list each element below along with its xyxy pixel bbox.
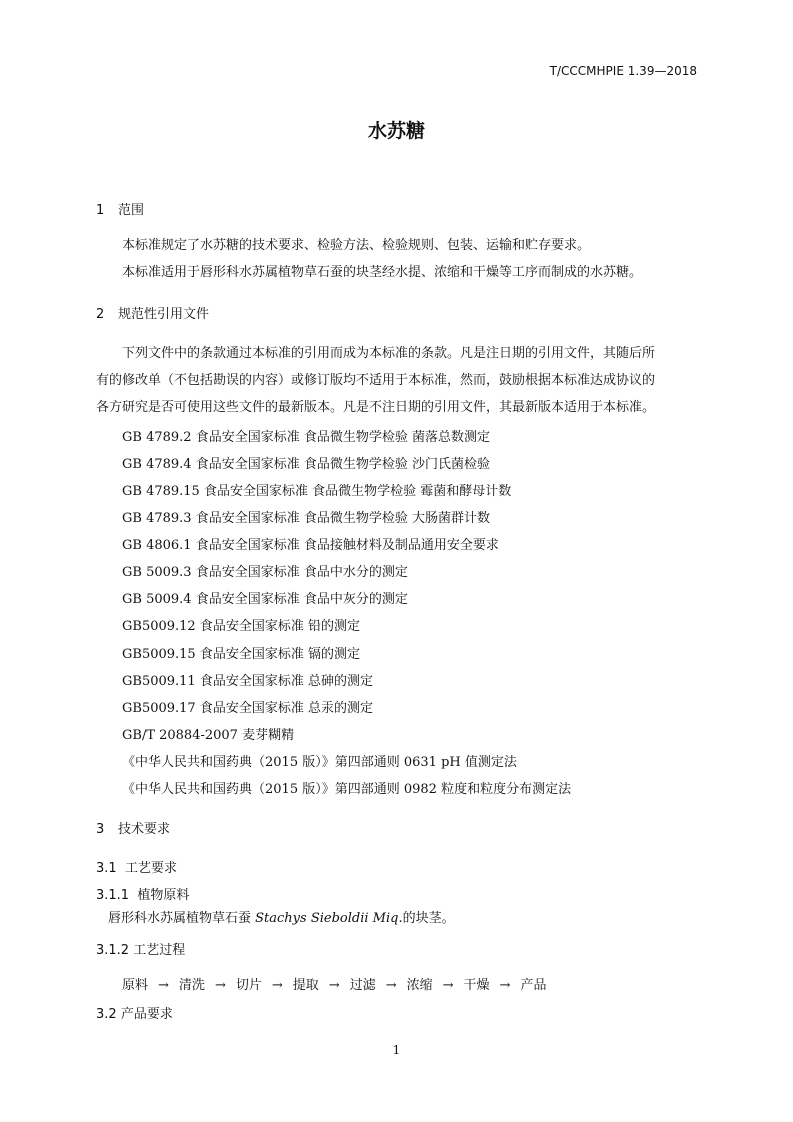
section-title: 范围 (118, 203, 145, 218)
arrow-right-icon: → (442, 978, 454, 993)
paragraph-text: 唇形科水苏属植物草石蚕 (108, 911, 256, 926)
process-flow (122, 974, 546, 993)
flow-step: 过滤 (349, 978, 376, 993)
arrow-right-icon: → (499, 978, 511, 993)
reference-item: GB 4789.2 食品安全国家标准 食品微生物学检验 菌落总数测定 (122, 430, 490, 445)
section-heading-2 (96, 303, 209, 322)
paragraph: 下列文件中的条款通过本标准的引用而成为本标准的条款。凡是注日期的引用文件，其随后所 (122, 346, 656, 361)
subsection-heading-3-1-2 (96, 939, 185, 958)
subsection-heading-3-1-1 (96, 884, 189, 903)
section-heading-1 (96, 199, 144, 218)
reference-item: GB 4789.4 食品安全国家标准 食品微生物学检验 沙门氏菌检验 (122, 457, 490, 472)
arrow-right-icon: → (158, 978, 169, 993)
reference-item: GB 4789.3 食品安全国家标准 食品微生物学检验 大肠菌群计数 (122, 511, 490, 526)
section-title: 产品要求 (120, 1007, 173, 1022)
arrow-right-icon: → (328, 978, 340, 993)
section-title: 植物原料 (137, 888, 190, 903)
reference-item: GB 4806.1 食品安全国家标准 食品接触材料及制品通用安全要求 (122, 538, 499, 553)
flow-step: 清洗 (178, 978, 205, 993)
reference-item: 《中华人民共和国药典（2015 版）》第四部通则 0982 粒度和粒度分布测定法 (122, 782, 572, 797)
paragraph: 有的修改单（不包括勘误的内容）或修订版均不适用于本标准，然而，鼓励根据本标准达成协议的 (96, 373, 656, 388)
section-title: 规范性引用文件 (118, 307, 210, 322)
flow-step: 原料 (122, 978, 149, 993)
reference-item: GB 4789.15 食品安全国家标准 食品微生物学检验 霉菌和酵母计数 (122, 484, 512, 499)
reference-item: GB 5009.3 食品安全国家标准 食品中水分的测定 (122, 565, 408, 580)
reference-item: GB5009.12 食品安全国家标准 铅的测定 (122, 619, 360, 634)
section-number: 2 (96, 307, 105, 322)
section-number: 3 (96, 822, 105, 837)
document-number: T/CCCMHPIE 1.39—2018 (549, 64, 697, 78)
reference-item: 《中华人民共和国药典（2015 版）》第四部通则 0631 pH 值测定法 (122, 755, 517, 770)
paragraph-text: 的块茎。 (402, 911, 455, 926)
flow-step: 浓缩 (406, 978, 433, 993)
flow-step: 干燥 (463, 978, 490, 993)
section-title: 工艺要求 (124, 861, 177, 876)
arrow-right-icon: → (385, 978, 397, 993)
section-number: 3.2 (96, 1007, 117, 1022)
paragraph: 本标准适用于唇形科水苏属植物草石蚕的块茎经水提、浓缩和干燥等工序而制成的水苏糖。 (122, 265, 643, 280)
reference-item: GB5009.11 食品安全国家标准 总砷的测定 (122, 674, 373, 689)
section-number: 1 (96, 203, 105, 218)
subsection-heading-3-2 (96, 1003, 173, 1022)
section-number: 3.1.1 (96, 888, 130, 903)
latin-name: Stachys Sieboldii Miq. (255, 911, 403, 926)
subsection-heading-3-1 (96, 857, 177, 876)
reference-item: GB 5009.4 食品安全国家标准 食品中灰分的测定 (122, 592, 408, 607)
paragraph (108, 905, 455, 932)
section-number: 3.1 (96, 861, 117, 876)
paragraph: 各方研究是否可使用这些文件的最新版本。凡是不注日期的引用文件，其最新版本适用于本标准。 (96, 400, 656, 415)
arrow-right-icon: → (271, 978, 283, 993)
section-number: 3.1.2 (96, 943, 130, 958)
reference-item: GB5009.15 食品安全国家标准 镉的测定 (122, 647, 360, 662)
arrow-right-icon: → (214, 978, 226, 993)
paragraph: 本标准规定了水苏糖的技术要求、检验方法、检验规则、包装、运输和贮存要求。 (122, 238, 591, 253)
page-number: 1 (392, 1043, 401, 1057)
flow-step: 提取 (292, 978, 319, 993)
reference-item: GB/T 20884-2007 麦芽糊精 (122, 728, 295, 743)
reference-item: GB5009.17 食品安全国家标准 总汞的测定 (122, 701, 373, 716)
flow-step: 切片 (235, 978, 262, 993)
section-title: 技术要求 (118, 822, 171, 837)
page-title: 水苏糖 (367, 120, 425, 142)
section-heading-3 (96, 818, 170, 837)
section-title: 工艺过程 (133, 943, 186, 958)
flow-step: 产品 (520, 978, 547, 993)
